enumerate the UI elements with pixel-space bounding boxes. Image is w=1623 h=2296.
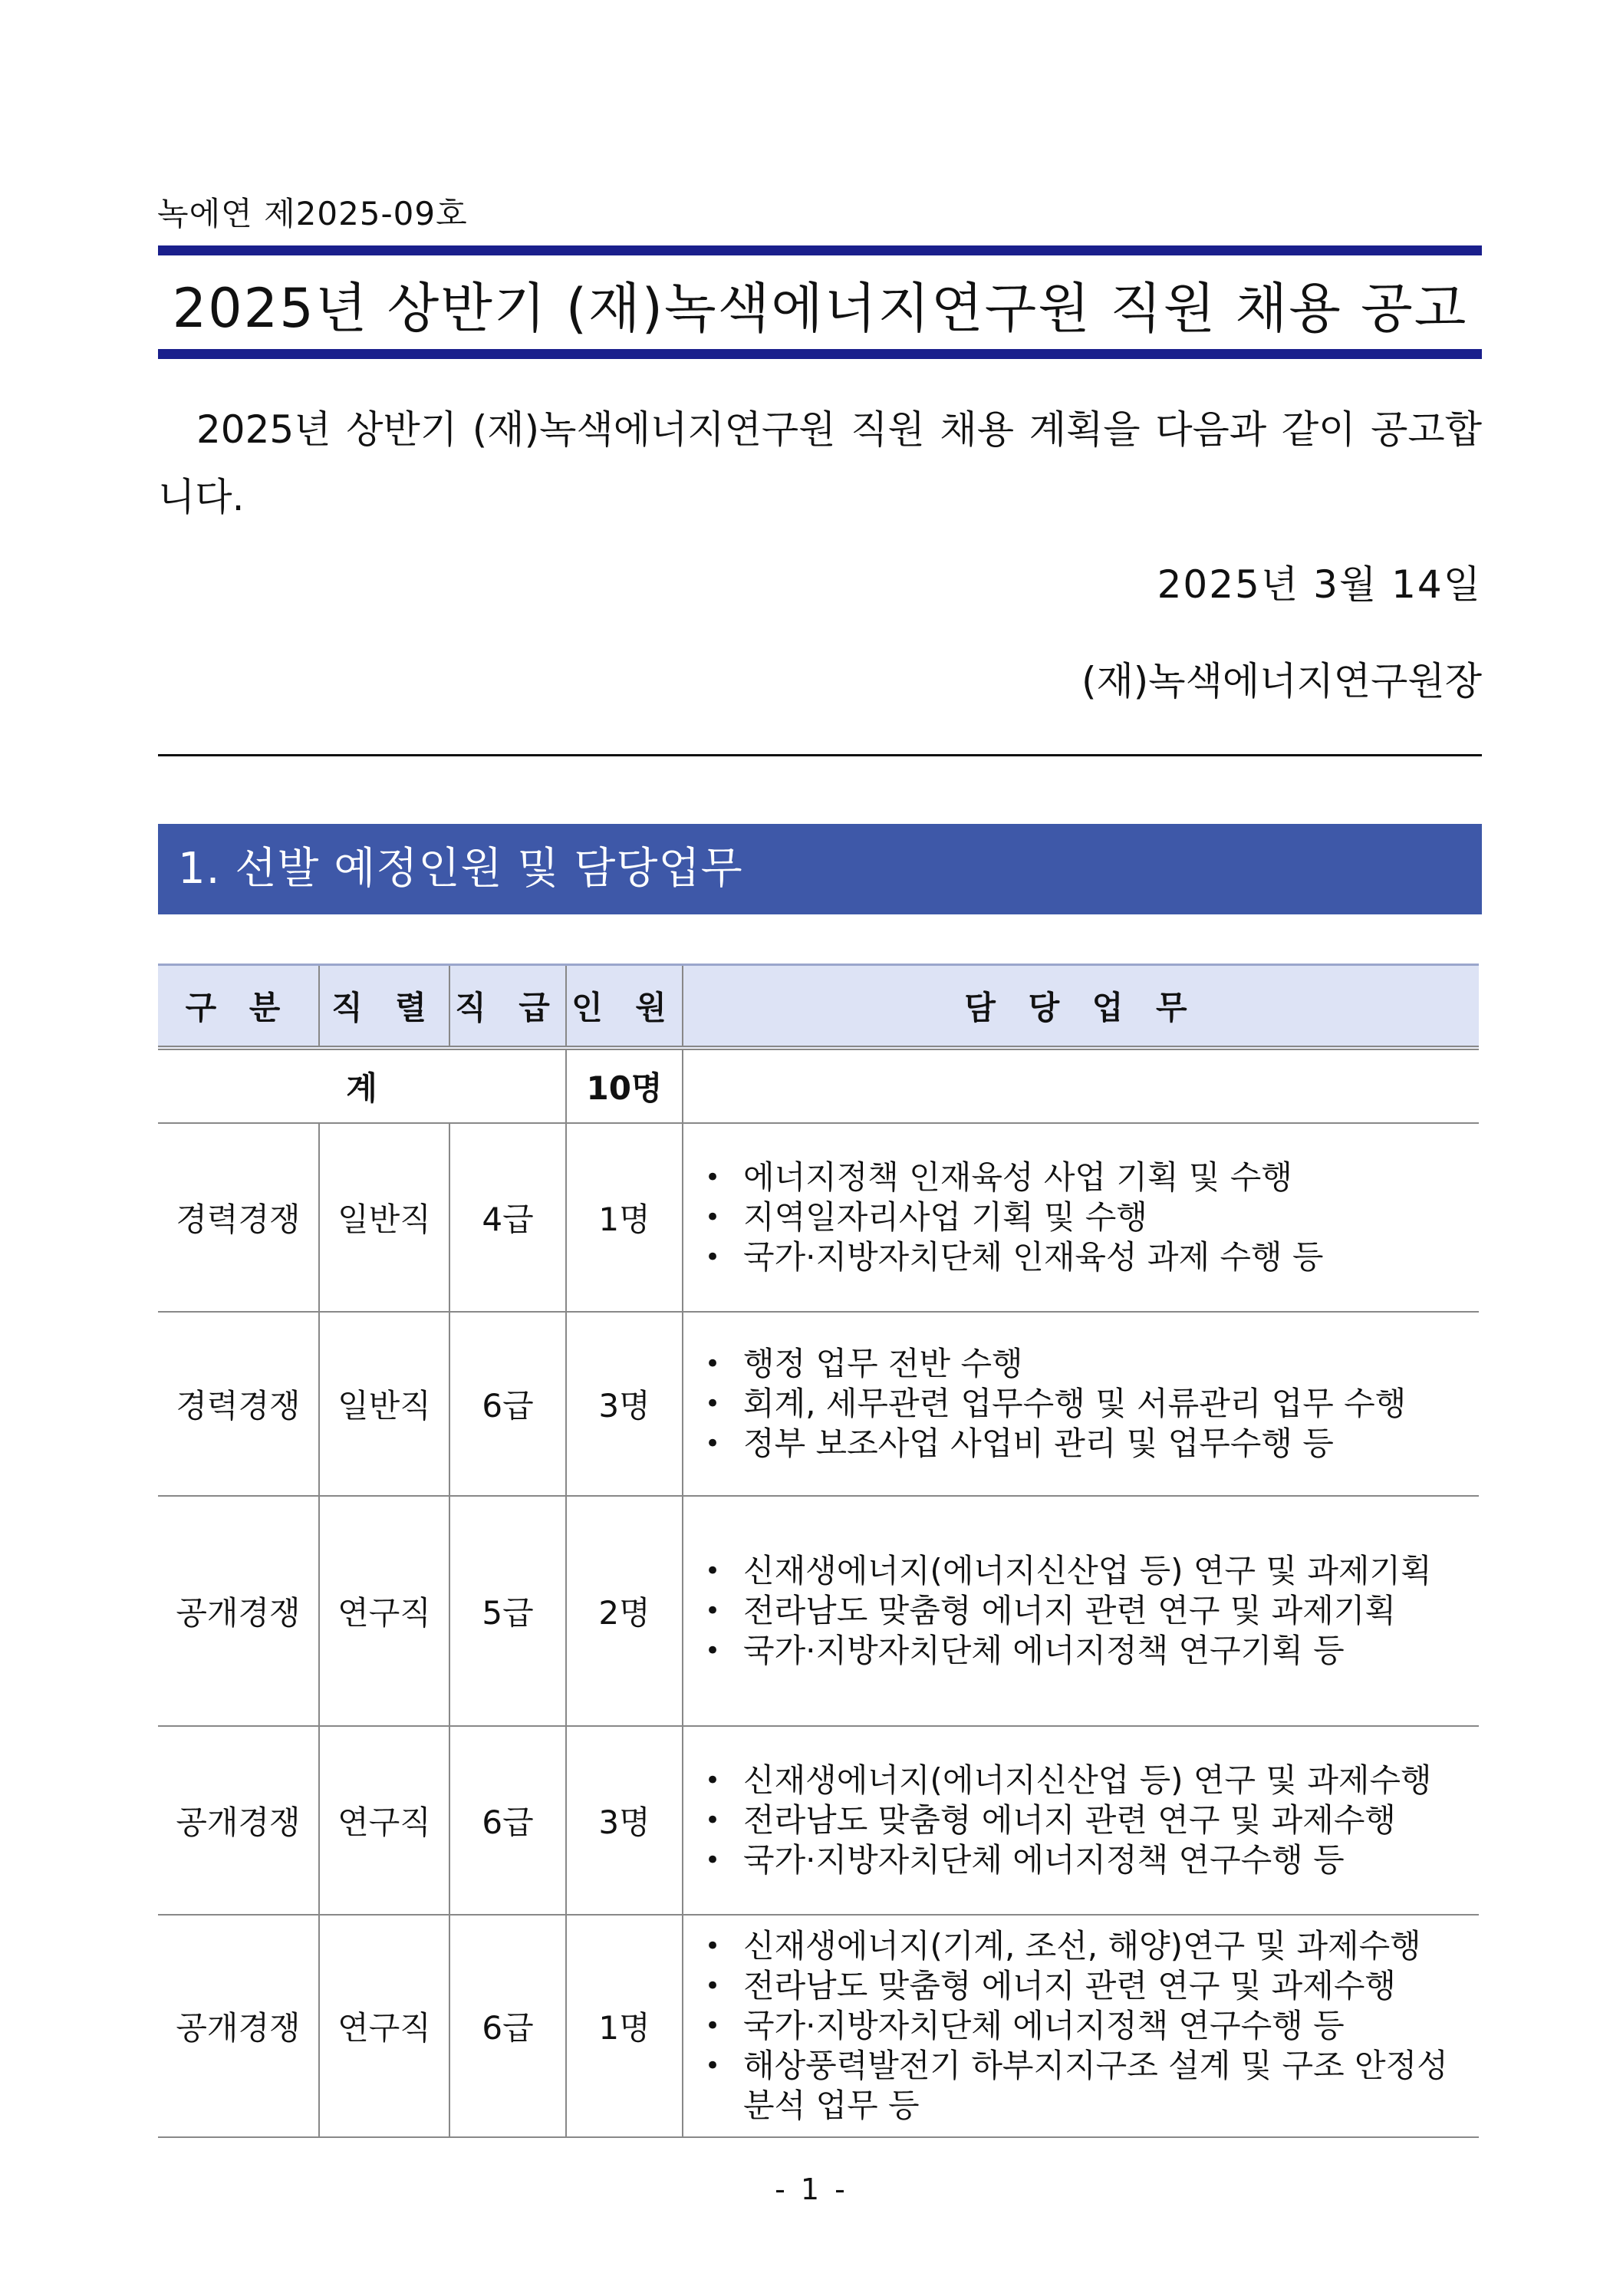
duty-item: • 에너지정책 인재육성 사업 기획 및 수행 <box>705 1158 1479 1197</box>
duty-item: • 신재생에너지(에너지신산업 등) 연구 및 과제기획 <box>705 1551 1479 1591</box>
table-row <box>158 1312 1479 1496</box>
page-number: - 1 - <box>775 2172 848 2206</box>
total-label: 계 <box>158 1048 566 1123</box>
intro-text: 2025년 상반기 (재)녹색에너지연구원 직원 채용 계획을 다음과 같이 공고합니다. <box>158 407 1482 519</box>
announcement-date: 2025년 3월 14일 <box>1157 562 1482 607</box>
total-row <box>158 1048 1479 1123</box>
duty-item: • 국가·지방자치단체 에너지정책 연구기획 등 <box>705 1631 1479 1671</box>
table-row <box>158 1726 1479 1915</box>
duty-item: • 신재생에너지(에너지신산업 등) 연구 및 과제수행 <box>705 1761 1479 1800</box>
document-number: 녹에연 제2025-09호 <box>157 195 468 232</box>
cell-duties <box>683 1726 1479 1915</box>
cell-count: 1명 <box>566 1123 683 1312</box>
cell-series: 일반직 <box>319 1123 449 1312</box>
duty-item: • 국가·지방자치단체 인재육성 과제 수행 등 <box>705 1237 1479 1277</box>
duty-list <box>705 1551 1479 1671</box>
cell-series: 연구직 <box>319 1726 449 1915</box>
cell-series: 연구직 <box>319 1915 449 2137</box>
duty-item: • 정부 보조사업 사업비 관리 및 업무수행 등 <box>705 1424 1479 1464</box>
cell-count: 3명 <box>566 1726 683 1915</box>
recruitment-table <box>158 964 1479 2138</box>
duty-list <box>705 1344 1479 1464</box>
duty-item: • 전라남도 맞춤형 에너지 관련 연구 및 과제수행 <box>705 1800 1479 1840</box>
cell-duties <box>683 1915 1479 2137</box>
cell-grade: 6급 <box>449 1312 566 1496</box>
cell-grade: 4급 <box>449 1123 566 1312</box>
duty-item: • 지역일자리사업 기획 및 수행 <box>705 1197 1479 1237</box>
duty-list <box>705 1158 1479 1277</box>
cell-category: 공개경쟁 <box>158 1915 319 2137</box>
cell-duties <box>683 1312 1479 1496</box>
cell-category: 경력경쟁 <box>158 1312 319 1496</box>
header-series: 직 렬 <box>319 965 449 1049</box>
table-row <box>158 1915 1479 2137</box>
duty-list <box>705 1926 1479 2126</box>
duty-item: • 국가·지방자치단체 에너지정책 연구수행 등 <box>705 1840 1479 1880</box>
title-top-bar <box>158 245 1482 255</box>
cell-series: 일반직 <box>319 1312 449 1496</box>
header-category: 구 분 <box>158 965 319 1049</box>
total-duties-empty <box>683 1048 1479 1123</box>
duty-item: • 전라남도 맞춤형 에너지 관련 연구 및 과제수행 <box>705 1966 1479 2006</box>
total-count: 10명 <box>566 1048 683 1123</box>
duty-list <box>705 1761 1479 1880</box>
duty-item: • 회계, 세무관련 업무수행 및 서류관리 업무 수행 <box>705 1384 1479 1424</box>
cell-count: 3명 <box>566 1312 683 1496</box>
cell-category: 경력경쟁 <box>158 1123 319 1312</box>
cell-category: 공개경쟁 <box>158 1496 319 1726</box>
table-row <box>158 1496 1479 1726</box>
header-count: 인 원 <box>566 965 683 1049</box>
cell-category: 공개경쟁 <box>158 1726 319 1915</box>
section-heading: 1. 선발 예정인원 및 담당업무 <box>158 824 1482 914</box>
duty-item: • 국가·지방자치단체 에너지정책 연구수행 등 <box>705 2006 1479 2046</box>
cell-series: 연구직 <box>319 1496 449 1726</box>
table-header-row <box>158 965 1479 1049</box>
cell-count: 1명 <box>566 1915 683 2137</box>
duty-item: • 전라남도 맞춤형 에너지 관련 연구 및 과제기획 <box>705 1591 1479 1631</box>
cell-grade: 6급 <box>449 1915 566 2137</box>
table-row <box>158 1123 1479 1312</box>
intro-paragraph <box>158 396 1482 531</box>
cell-duties <box>683 1123 1479 1312</box>
divider-rule <box>158 754 1482 756</box>
header-grade: 직 급 <box>449 965 566 1049</box>
cell-duties <box>683 1496 1479 1726</box>
duty-item: • 행정 업무 전반 수행 <box>705 1344 1479 1384</box>
cell-count: 2명 <box>566 1496 683 1726</box>
duty-item: • 해상풍력발전기 하부지지구조 설계 및 구조 안정성 분석 업무 등 <box>705 2046 1479 2126</box>
title-bottom-bar <box>158 349 1482 359</box>
header-duties: 담 당 업 무 <box>683 965 1479 1049</box>
cell-grade: 6급 <box>449 1726 566 1915</box>
signer: (재)녹색에너지연구원장 <box>1081 659 1482 703</box>
cell-grade: 5급 <box>449 1496 566 1726</box>
duty-item: • 신재생에너지(기계, 조선, 해양)연구 및 과제수행 <box>705 1926 1479 1966</box>
document-title: 2025년 상반기 (재)녹색에너지연구원 직원 채용 공고 <box>172 277 1468 340</box>
